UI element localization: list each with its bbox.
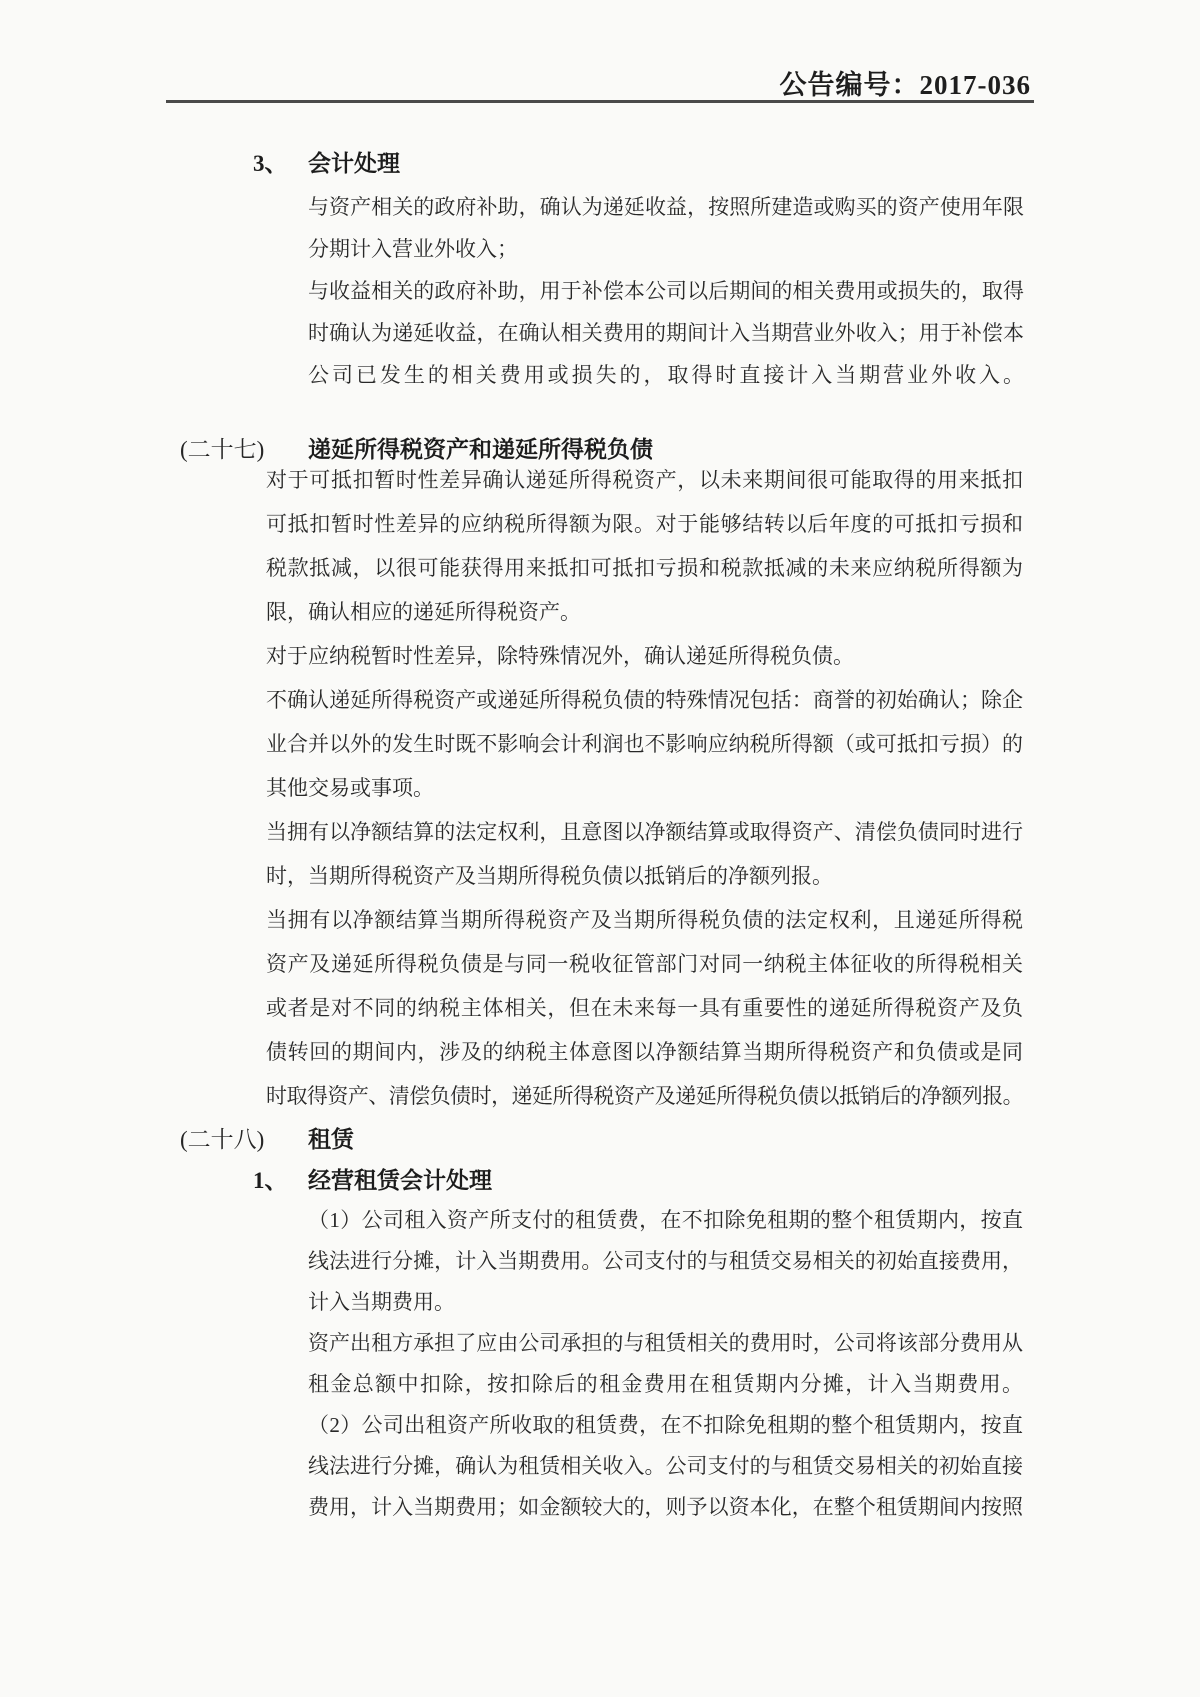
paragraph — [266, 678, 1023, 810]
text-line: 与资产相关的政府补助，确认为递延收益，按照所建造或购买的资产使用年限 — [308, 195, 1024, 219]
text-line: 资产及递延所得税负债是与同一税收征管部门对同一纳税主体征收的所得税相关 — [266, 952, 1023, 976]
section3-paragraphs — [308, 186, 1024, 396]
section-heading-lease — [180, 1126, 354, 1154]
doc-number: 公告编号：2017-036 — [779, 70, 1031, 100]
text-line: 税款抵减，以很可能获得用来抵扣可抵扣亏损和税款抵减的未来应纳税所得额为 — [266, 556, 1023, 580]
text-line: 时，当期所得税资产及当期所得税负债以抵销后的净额列报。 — [266, 864, 833, 888]
section-title: 会计处理 — [308, 151, 400, 176]
header-rule — [166, 100, 1034, 103]
paragraph — [266, 898, 1023, 1118]
subsection-title: 经营租赁会计处理 — [308, 1168, 492, 1193]
paragraph — [308, 186, 1024, 270]
text-line: 与收益相关的政府补助，用于补偿本公司以后期间的相关费用或损失的，取得 — [308, 279, 1024, 303]
text-line: 租金总额中扣除，按扣除后的租金费用在租赁期内分摊，计入当期费用。 — [308, 1372, 1023, 1396]
text-line: 线法进行分摊，计入当期费用。公司支付的与租赁交易相关的初始直接费用， — [308, 1249, 1023, 1273]
section-heading-accounting-treatment — [253, 150, 400, 178]
text-line: 线法进行分摊，确认为租赁相关收入。公司支付的与租赁交易相关的初始直接 — [308, 1454, 1023, 1478]
text-line: 费用，计入当期费用；如金额较大的，则予以资本化，在整个租赁期间内按照 — [308, 1495, 1023, 1519]
text-line: 债转回的期间内，涉及的纳税主体意图以净额结算当期所得税资产和负债或是同 — [266, 1040, 1023, 1064]
text-line: 时确认为递延收益，在确认相关费用的期间计入当期营业外收入；用于补偿本 — [308, 321, 1024, 345]
text-line: （1）公司租入资产所支付的租赁费，在不扣除免租期的整个租赁期内，按直 — [308, 1208, 1023, 1232]
section28-paragraphs — [308, 1200, 1023, 1528]
text-line: 公司已发生的相关费用或损失的，取得时直接计入当期营业外收入。 — [308, 363, 1024, 387]
paragraph — [308, 270, 1024, 396]
text-line: 业合并以外的发生时既不影响会计利润也不影响应纳税所得额（或可抵扣亏损）的 — [266, 732, 1023, 756]
text-line: （2）公司出租资产所收取的租赁费，在不扣除免租期的整个租赁期内，按直 — [308, 1413, 1023, 1437]
paragraph — [266, 634, 1023, 678]
text-line: 当拥有以净额结算的法定权利，且意图以净额结算或取得资产、清偿负债同时进行 — [266, 820, 1023, 844]
text-line: 计入当期费用。 — [308, 1290, 455, 1314]
paragraph — [266, 810, 1023, 898]
text-line: 限，确认相应的递延所得税资产。 — [266, 600, 581, 624]
paragraph — [308, 1405, 1023, 1528]
text-line: 可抵扣暂时性差异的应纳税所得额为限。对于能够结转以后年度的可抵扣亏损和 — [266, 512, 1023, 536]
text-line: 对于可抵扣暂时性差异确认递延所得税资产，以未来期间很可能取得的用来抵扣 — [266, 468, 1023, 492]
text-line: 其他交易或事项。 — [266, 776, 434, 800]
text-line: 分期计入营业外收入； — [308, 237, 518, 261]
section-title: 租赁 — [308, 1127, 354, 1152]
section-label: (二十七) — [180, 437, 265, 462]
paragraph — [308, 1200, 1023, 1323]
text-line: 资产出租方承担了应由公司承担的与租赁相关的费用时，公司将该部分费用从 — [308, 1331, 1023, 1355]
section-title: 递延所得税资产和递延所得税负债 — [308, 437, 653, 462]
section27-paragraphs — [266, 458, 1023, 1118]
subsection-heading-operating-lease — [253, 1167, 492, 1195]
subsection-number: 1、 — [253, 1168, 288, 1193]
text-line: 对于应纳税暂时性差异，除特殊情况外，确认递延所得税负债。 — [266, 644, 854, 668]
paragraph — [308, 1323, 1023, 1405]
text-line: 或者是对不同的纳税主体相关，但在未来每一具有重要性的递延所得税资产及负 — [266, 996, 1023, 1020]
section-number: 3、 — [253, 151, 288, 176]
section-label: (二十八) — [180, 1127, 265, 1152]
text-line: 不确认递延所得税资产或递延所得税负债的特殊情况包括：商誉的初始确认；除企 — [266, 688, 1023, 712]
text-line: 当拥有以净额结算当期所得税资产及当期所得税负债的法定权利，且递延所得税 — [266, 908, 1023, 932]
text-line: 时取得资产、清偿负债时，递延所得税资产及递延所得税负债以抵销后的净额列报。 — [266, 1084, 1023, 1108]
paragraph — [266, 458, 1023, 634]
